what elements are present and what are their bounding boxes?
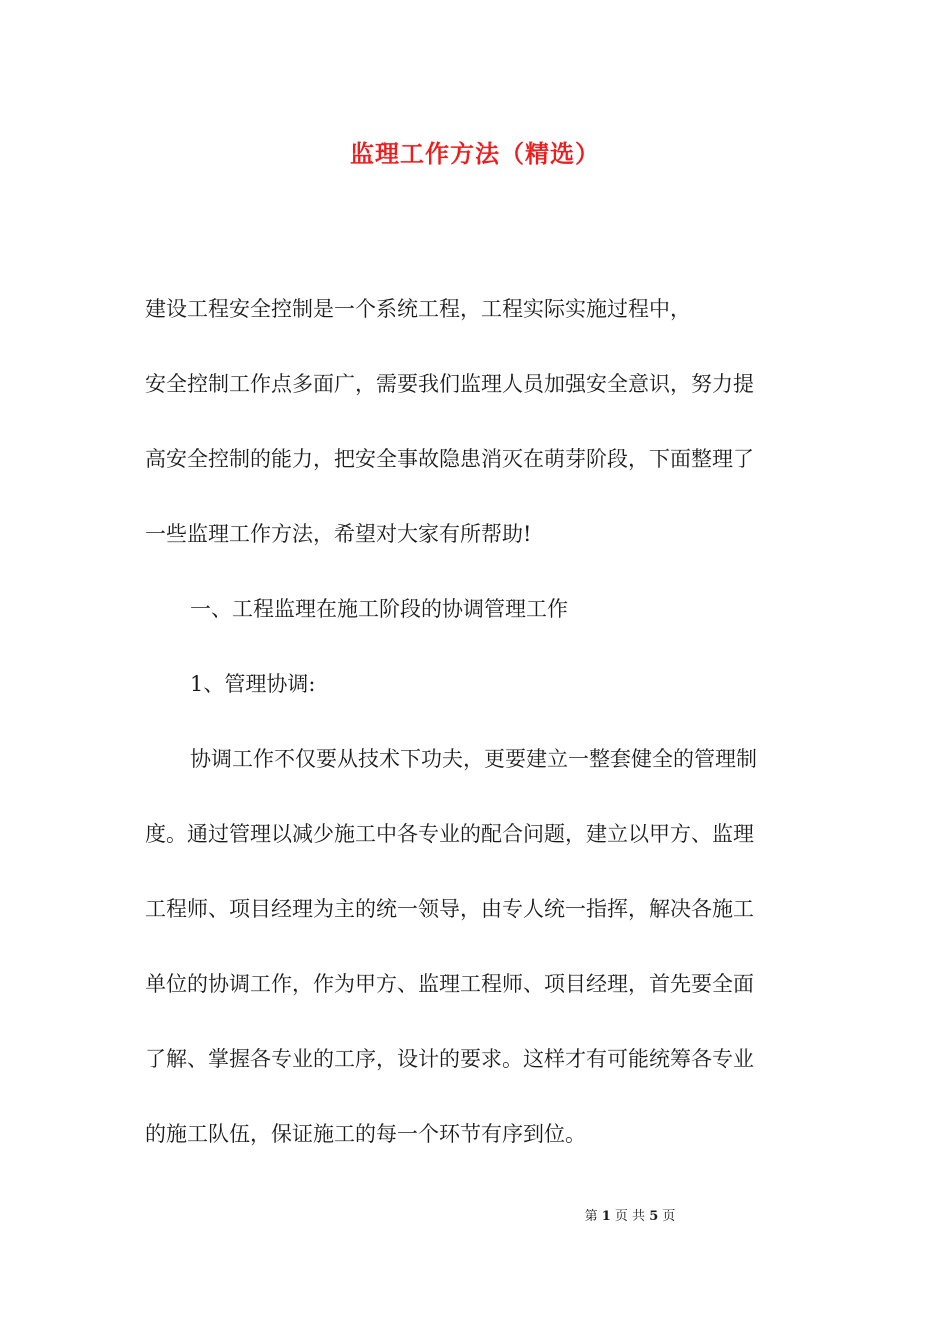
text-line: 度。通过管理以减少施工中各专业的配合问题，建立以甲方、监理	[145, 822, 754, 846]
footer-current-page: 1	[601, 1209, 611, 1224]
footer-prefix: 第	[584, 1209, 598, 1224]
text-line: 安全控制工作点多面广，需要我们监理人员加强安全意识，努力提	[145, 372, 754, 396]
text-line: 工程师、项目经理为主的统一领导，由专人统一指挥，解决各施工	[145, 897, 754, 921]
text-line: 一些监理工作方法，希望对大家有所帮助!	[145, 522, 532, 546]
footer-total-pages: 5	[649, 1209, 659, 1224]
text-line: 了解、掌握各专业的工序，设计的要求。这样才有可能统筹各专业	[145, 1047, 754, 1071]
section-heading: 一、工程监理在施工阶段的协调管理工作	[190, 597, 568, 621]
text-line: 协调工作不仅要从技术下功夫，更要建立一整套健全的管理制	[190, 747, 757, 771]
page-footer	[560, 1208, 700, 1226]
text-line: 单位的协调工作，作为甲方、监理工程师、项目经理，首先要全面	[145, 972, 754, 996]
document-title: 监理工作方法（精选）	[350, 139, 600, 168]
footer-middle: 页 共	[614, 1209, 646, 1224]
text-line: 建设工程安全控制是一个系统工程，工程实际实施过程中，	[145, 297, 691, 321]
text-line: 的施工队伍，保证施工的每一个环节有序到位。	[145, 1122, 586, 1146]
document-body	[145, 272, 810, 1172]
text-line: 高安全控制的能力，把安全事故隐患消灭在萌芽阶段，下面整理了	[145, 447, 754, 471]
subsection-heading: 1、管理协调:	[190, 672, 316, 696]
footer-suffix: 页	[662, 1209, 676, 1224]
